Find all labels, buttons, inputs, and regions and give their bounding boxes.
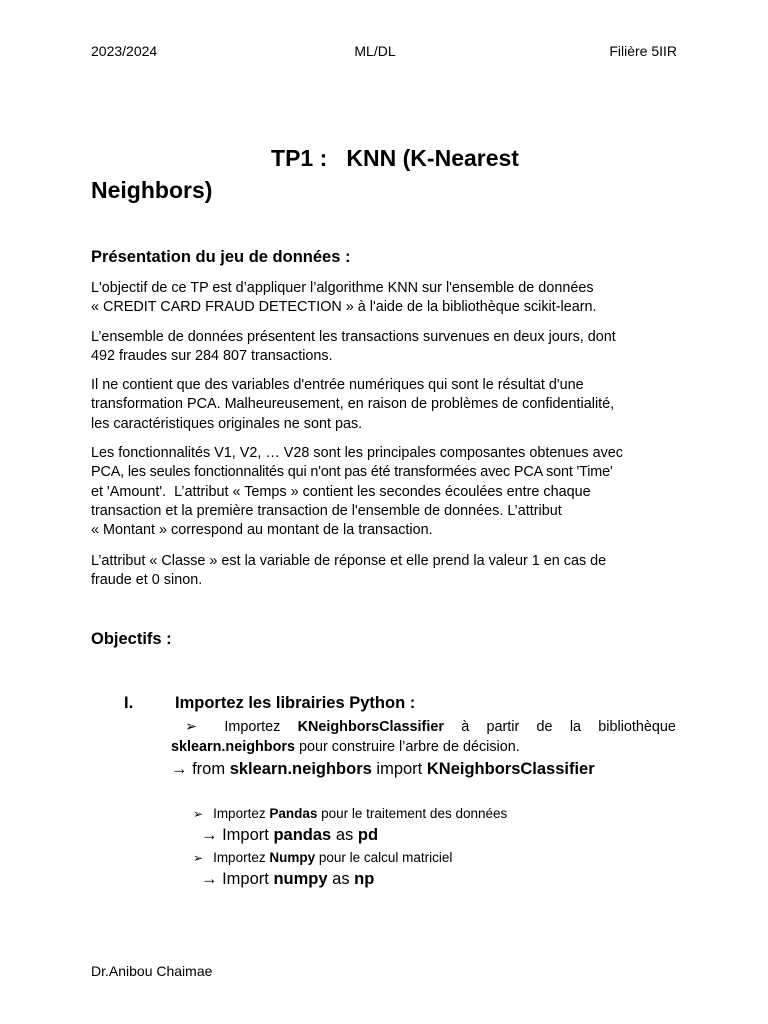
module-name: pandas xyxy=(273,826,332,844)
paragraph-line: les caractéristiques originales ne sont pas. xyxy=(91,415,363,432)
paragraph-line: « Montant » correspond au montant de la transaction. xyxy=(91,522,433,539)
section-title: Importez les librairies Python : xyxy=(175,694,416,712)
paragraph-line: 492 fraudes sur 284 807 transactions. xyxy=(91,348,333,365)
right-arrow-icon: → xyxy=(171,760,188,778)
presentation-heading: Présentation du jeu de données : xyxy=(91,248,351,266)
pandas-import-instruction xyxy=(193,806,507,821)
right-arrow-icon: → xyxy=(201,870,218,888)
paragraph-line: « CREDIT CARD FRAUD DETECTION » à l'aide de la bibliothèque scikit-learn. xyxy=(91,299,597,316)
keyword: Import xyxy=(222,826,269,844)
code-import-numpy xyxy=(201,870,374,889)
paragraph-class xyxy=(91,552,681,591)
knn-import-instruction-cont xyxy=(171,739,520,755)
objectives-heading: Objectifs : xyxy=(91,630,172,648)
right-arrow-icon: → xyxy=(201,826,218,844)
keyword: from xyxy=(192,760,226,778)
code-import-pandas xyxy=(201,826,378,845)
class-name: KNeighborsClassifier xyxy=(426,760,595,778)
page-title-line2: Neighbors) xyxy=(91,177,213,203)
alias-name: np xyxy=(354,870,375,888)
paragraph-line: transaction et la première transaction de l'ensemble de données. L’attribut xyxy=(91,502,562,519)
word: la xyxy=(569,719,582,735)
keyword: as xyxy=(332,870,350,888)
instruction-text: Importez xyxy=(213,806,270,821)
paragraph-line: L’ensemble de données présentent les transactions survenues en deux jours, dont xyxy=(91,329,616,345)
paragraph-objective xyxy=(91,279,681,318)
code-import-knn xyxy=(171,760,595,779)
instruction-text: pour construire l’arbre de décision. xyxy=(294,739,520,755)
paragraph-dataset xyxy=(91,328,681,367)
paragraph-line: L’attribut « Classe » est la variable de réponse et elle prend la valeur 1 en cas de xyxy=(91,553,607,569)
arrow-bullet-icon: ➢ xyxy=(193,851,204,865)
paragraph-line: et 'Amount'. L’attribut « Temps » contient les secondes écoulées entre chaque xyxy=(91,483,591,500)
paragraph-line: fraude et 0 sinon. xyxy=(91,572,203,589)
module-name: numpy xyxy=(273,870,328,888)
paragraph-line: PCA, les seules fonctionnalités qui n'ont pas été transformées avec PCA sont 'Time' xyxy=(91,464,613,481)
keyword: import xyxy=(376,760,423,778)
header-year: 2023/2024 xyxy=(91,43,158,59)
class-name: KNeighborsClassifier xyxy=(297,719,444,735)
paragraph-line: Il ne contient que des variables d'entrée numériques qui sont le résultat d'une xyxy=(91,377,584,393)
word: bibliothèque xyxy=(598,719,676,735)
paragraph-pca xyxy=(91,376,681,434)
module-name: sklearn.neighbors xyxy=(229,760,372,778)
word: à xyxy=(461,719,470,735)
numpy-import-instruction xyxy=(193,850,452,865)
word: Importez xyxy=(224,719,281,735)
paragraph-line: Les fonctionnalités V1, V2, … V28 sont les principales composantes obtenues avec xyxy=(91,445,623,461)
header-course: ML/DL xyxy=(354,43,396,59)
library-name: Pandas xyxy=(269,806,318,821)
instruction-text: pour le calcul matriciel xyxy=(315,850,453,865)
instruction-text: Importez xyxy=(213,850,270,865)
keyword: Import xyxy=(222,870,269,888)
word: partir xyxy=(486,719,520,735)
paragraph-features xyxy=(91,444,681,540)
keyword: as xyxy=(335,826,354,844)
word: de xyxy=(536,719,553,735)
knn-import-instruction xyxy=(185,719,676,735)
footer-author: Dr.Anibou Chaimae xyxy=(91,963,213,979)
arrow-bullet-icon: ➢ xyxy=(185,719,198,735)
module-name: sklearn.neighbors xyxy=(171,739,295,755)
arrow-bullet-icon: ➢ xyxy=(193,807,204,821)
instruction-text: pour le traitement des données xyxy=(317,806,508,821)
alias-name: pd xyxy=(357,826,379,844)
section-number: I. xyxy=(124,694,134,712)
library-name: Numpy xyxy=(269,850,316,865)
page-title-line1: TP1 : KNN (K-Nearest xyxy=(271,145,519,171)
paragraph-line: transformation PCA. Malheureusement, en raison de problèmes de confidentialité, xyxy=(91,396,615,413)
header-program: Filière 5IIR xyxy=(609,43,677,59)
paragraph-line: L'objectif de ce TP est d’appliquer l’algorithme KNN sur l'ensemble de données xyxy=(91,280,594,296)
